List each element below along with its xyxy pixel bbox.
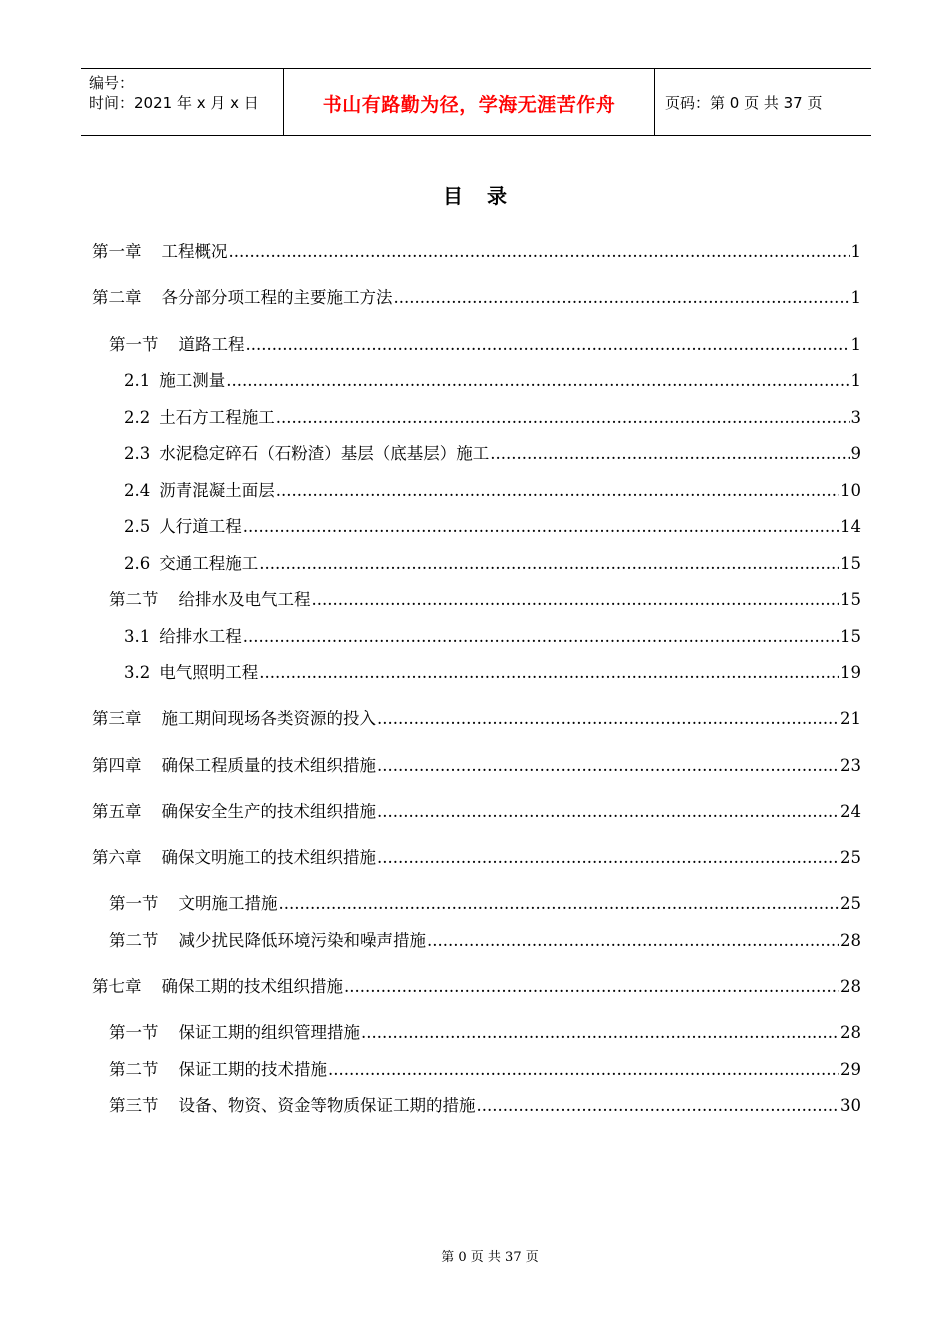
toc-entry[interactable] xyxy=(109,333,861,357)
toc-entry[interactable] xyxy=(124,661,861,685)
toc-entry-page: 1 xyxy=(850,371,861,390)
toc-entry-page: 24 xyxy=(840,802,861,821)
toc-entry-text: 确保文明施工的技术组织措施 xyxy=(161,848,376,867)
toc-leader-dots xyxy=(259,661,839,685)
toc-entry-page: 1 xyxy=(850,335,861,354)
header-page-info xyxy=(655,69,871,135)
toc-leader-dots xyxy=(344,975,839,999)
toc-entry-number: 第四章 xyxy=(92,756,142,775)
toc-entry-page: 25 xyxy=(840,848,861,867)
toc-leader-dots xyxy=(377,754,839,778)
toc-entry[interactable] xyxy=(92,754,861,778)
toc-leader-dots xyxy=(279,892,840,916)
toc-entry-number: 第六章 xyxy=(92,848,142,867)
toc-entry-text: 工程概况 xyxy=(161,242,228,261)
toc-entry-number: 2.3 xyxy=(124,444,151,463)
toc-leader-dots xyxy=(246,333,850,357)
toc-entry[interactable] xyxy=(92,846,861,870)
header-meta xyxy=(81,69,283,135)
toc-entry-number: 第一节 xyxy=(109,894,159,913)
toc-entry-page: 28 xyxy=(840,931,861,950)
toc-entry-page: 1 xyxy=(850,242,861,261)
toc-entry-text: 沥青混凝土面层 xyxy=(159,481,275,500)
toc-entry-page: 30 xyxy=(840,1096,861,1115)
toc-entry-text: 减少扰民降低环境污染和噪声措施 xyxy=(178,931,426,950)
toc-entry-page: 3 xyxy=(850,408,861,427)
toc-entry[interactable] xyxy=(109,1094,861,1118)
toc-entry-page: 15 xyxy=(840,627,861,646)
motto-text: 书山有路勤为径，学海无涯苦作舟 xyxy=(322,93,616,116)
toc-leader-dots xyxy=(377,707,839,731)
toc-leader-dots xyxy=(226,369,849,393)
toc-entry-page: 9 xyxy=(850,444,861,463)
toc-entry[interactable] xyxy=(92,800,861,824)
toc-entry-page: 28 xyxy=(840,977,861,996)
toc-leader-dots xyxy=(394,286,850,310)
toc-entry[interactable] xyxy=(92,707,861,731)
toc-leader-dots xyxy=(377,846,839,870)
header-motto-cell xyxy=(283,69,655,135)
toc-entry-page: 29 xyxy=(840,1060,861,1079)
toc-entry-text: 水泥稳定碎石（石粉渣）基层（底基层）施工 xyxy=(159,444,490,463)
toc-entry-page: 23 xyxy=(840,756,861,775)
toc-entry-text: 文明施工措施 xyxy=(178,894,278,913)
toc-leader-dots xyxy=(328,1058,839,1082)
toc-entry[interactable] xyxy=(124,552,861,576)
toc-entry-page: 21 xyxy=(840,709,861,728)
toc-entry-number: 2.4 xyxy=(124,481,151,500)
toc-entry-number: 2.1 xyxy=(124,371,151,390)
toc-entry-number: 第二节 xyxy=(109,931,159,950)
toc-entry-page: 1 xyxy=(850,288,861,307)
toc-entry-text: 交通工程施工 xyxy=(159,554,259,573)
toc-entry-text: 各分部分项工程的主要施工方法 xyxy=(161,288,393,307)
toc-entry-number: 第五章 xyxy=(92,802,142,821)
toc-entry-number: 3.2 xyxy=(124,663,151,682)
toc-entry[interactable] xyxy=(92,286,861,310)
toc-entry-text: 确保安全生产的技术组织措施 xyxy=(161,802,376,821)
toc-entry-page: 28 xyxy=(840,1023,861,1042)
toc-leader-dots xyxy=(259,552,839,576)
toc-leader-dots xyxy=(312,588,840,612)
toc-entry-number: 第一节 xyxy=(109,335,159,354)
toc-entry-page: 15 xyxy=(840,590,861,609)
toc-entry-number: 第二章 xyxy=(92,288,142,307)
toc-entry-text: 人行道工程 xyxy=(159,517,242,536)
toc-entry-text: 施工测量 xyxy=(159,371,226,390)
toc-entry-page: 15 xyxy=(840,554,861,573)
toc-leader-dots xyxy=(276,406,850,430)
footer-page-number: 第 0 页 共 37 页 xyxy=(441,1250,539,1265)
toc-leader-dots xyxy=(276,479,839,503)
toc-entry-text: 施工期间现场各类资源的投入 xyxy=(161,709,376,728)
toc-leader-dots xyxy=(477,1094,840,1118)
page-footer xyxy=(0,1246,950,1265)
toc-entry-page: 10 xyxy=(840,481,861,500)
toc-leader-dots xyxy=(377,800,839,824)
toc-entry-number: 3.1 xyxy=(124,627,151,646)
toc-entry-number: 2.2 xyxy=(124,408,151,427)
toc-entry-number: 第七章 xyxy=(92,977,142,996)
document-header xyxy=(81,68,871,136)
toc-entry-number: 第二节 xyxy=(109,1060,159,1079)
toc-entry-text: 设备、物资、资金等物质保证工期的措施 xyxy=(178,1096,476,1115)
toc-entry-number: 第三章 xyxy=(92,709,142,728)
toc-leader-dots xyxy=(490,442,849,466)
toc-entry[interactable] xyxy=(109,1058,861,1082)
toc-entry-text: 土石方工程施工 xyxy=(159,408,275,427)
toc-entry[interactable] xyxy=(109,892,861,916)
toc-entry-number: 第二节 xyxy=(109,590,159,609)
toc-entry[interactable] xyxy=(109,588,861,612)
toc-leader-dots xyxy=(427,929,839,953)
toc-entry-text: 确保工程质量的技术组织措施 xyxy=(161,756,376,775)
toc-entry[interactable] xyxy=(124,442,861,466)
toc-entry-page: 19 xyxy=(840,663,861,682)
toc-entry-text: 确保工期的技术组织措施 xyxy=(161,977,343,996)
toc-entry-text: 保证工期的组织管理措施 xyxy=(178,1023,360,1042)
toc-entry[interactable] xyxy=(124,515,861,539)
number-label: 编号： xyxy=(89,74,135,92)
toc-entry[interactable] xyxy=(109,929,861,953)
toc-entry-page: 25 xyxy=(840,894,861,913)
toc-entry-text: 给排水及电气工程 xyxy=(178,590,311,609)
toc-entry[interactable] xyxy=(124,369,861,393)
toc-entry-text: 给排水工程 xyxy=(159,627,242,646)
toc-entry[interactable] xyxy=(92,975,861,999)
toc-leader-dots xyxy=(229,240,850,264)
toc-leader-dots xyxy=(243,625,839,649)
toc-entry-text: 保证工期的技术措施 xyxy=(178,1060,327,1079)
toc-entry[interactable] xyxy=(124,479,861,503)
toc-entry-page: 14 xyxy=(840,517,861,536)
page-info-text: 页码：第 0 页 共 37 页 xyxy=(665,93,823,112)
toc-entry-number: 第一节 xyxy=(109,1023,159,1042)
toc-entry-number: 第三节 xyxy=(109,1096,159,1115)
toc-entry-number: 2.5 xyxy=(124,517,151,536)
toc-entry-text: 电气照明工程 xyxy=(159,663,259,682)
time-label: 时间：2021 年 x 月 x 日 xyxy=(89,94,259,112)
toc-entry-number: 第一章 xyxy=(92,242,142,261)
toc-entry[interactable] xyxy=(92,240,861,264)
toc-entry-text: 道路工程 xyxy=(178,335,245,354)
toc-entry[interactable] xyxy=(109,1021,861,1045)
toc-leader-dots xyxy=(361,1021,839,1045)
toc-entry-number: 2.6 xyxy=(124,554,151,573)
toc-leader-dots xyxy=(243,515,839,539)
toc-entry[interactable] xyxy=(124,406,861,430)
toc-entry[interactable] xyxy=(124,625,861,649)
toc-title: 目录 xyxy=(443,184,531,208)
